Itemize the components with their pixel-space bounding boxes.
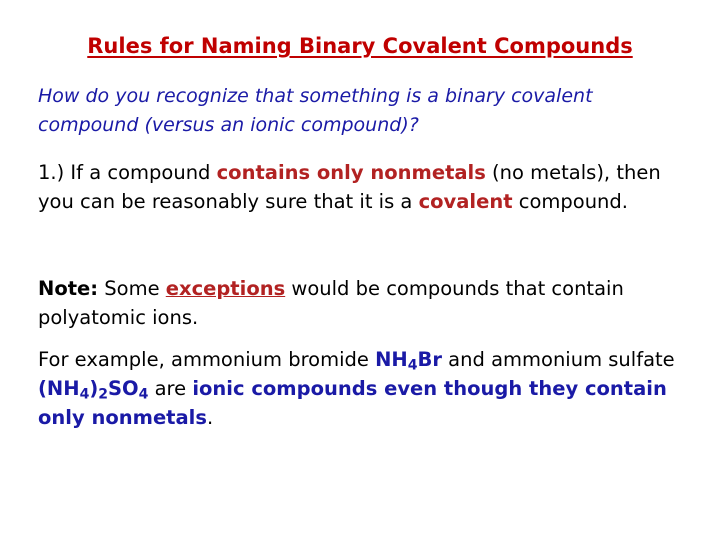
formula-2-part-b: ) — [89, 377, 99, 400]
rule-1-middle: (no metals), then you can be reasonably sure that it is a — [38, 161, 661, 213]
rule-1-suffix: compound. — [512, 190, 628, 213]
formula-2-part-c: SO — [108, 377, 139, 400]
formula-2-part-a: (NH — [38, 377, 80, 400]
note-post: would be compounds that contain polyatomic ions. — [38, 277, 624, 329]
formula-1-part-b: Br — [417, 348, 442, 371]
note-highlight-exceptions: exceptions — [165, 277, 286, 300]
rule-1-highlight-covalent: covalent — [418, 190, 513, 213]
example-end: . — [206, 406, 214, 429]
example-paragraph — [38, 345, 698, 432]
formula-ammonium-sulfate — [38, 377, 149, 403]
note-pre: Some — [98, 277, 166, 300]
formula-2-subscript-1: 4 — [79, 386, 90, 403]
formula-ammonium-bromide — [375, 348, 442, 374]
rule-1 — [38, 158, 698, 216]
rule-1-highlight-nonmetals: contains only nonmetals — [216, 161, 486, 184]
note-label: Note: — [38, 277, 99, 300]
note-paragraph — [38, 274, 698, 332]
question-text: How do you recognize that something is a binary covalent compound (versus an ionic compound)? — [38, 85, 593, 136]
formula-2-subscript-3: 4 — [138, 386, 149, 403]
slide-title: Rules for Naming Binary Covalent Compounds — [87, 34, 633, 58]
example-pre: For example, ammonium bromide — [38, 348, 376, 371]
example-mid-2: are — [148, 377, 193, 400]
example-mid-1: and ammonium sulfate — [441, 348, 675, 371]
formula-1-subscript: 4 — [407, 357, 418, 374]
example-highlight: ionic compounds even though they contain only nonmetals — [38, 377, 667, 429]
formula-2-subscript-2: 2 — [98, 386, 109, 403]
formula-1-part-a: NH — [375, 348, 408, 371]
rule-1-prefix: 1.) If a compound — [38, 161, 217, 184]
